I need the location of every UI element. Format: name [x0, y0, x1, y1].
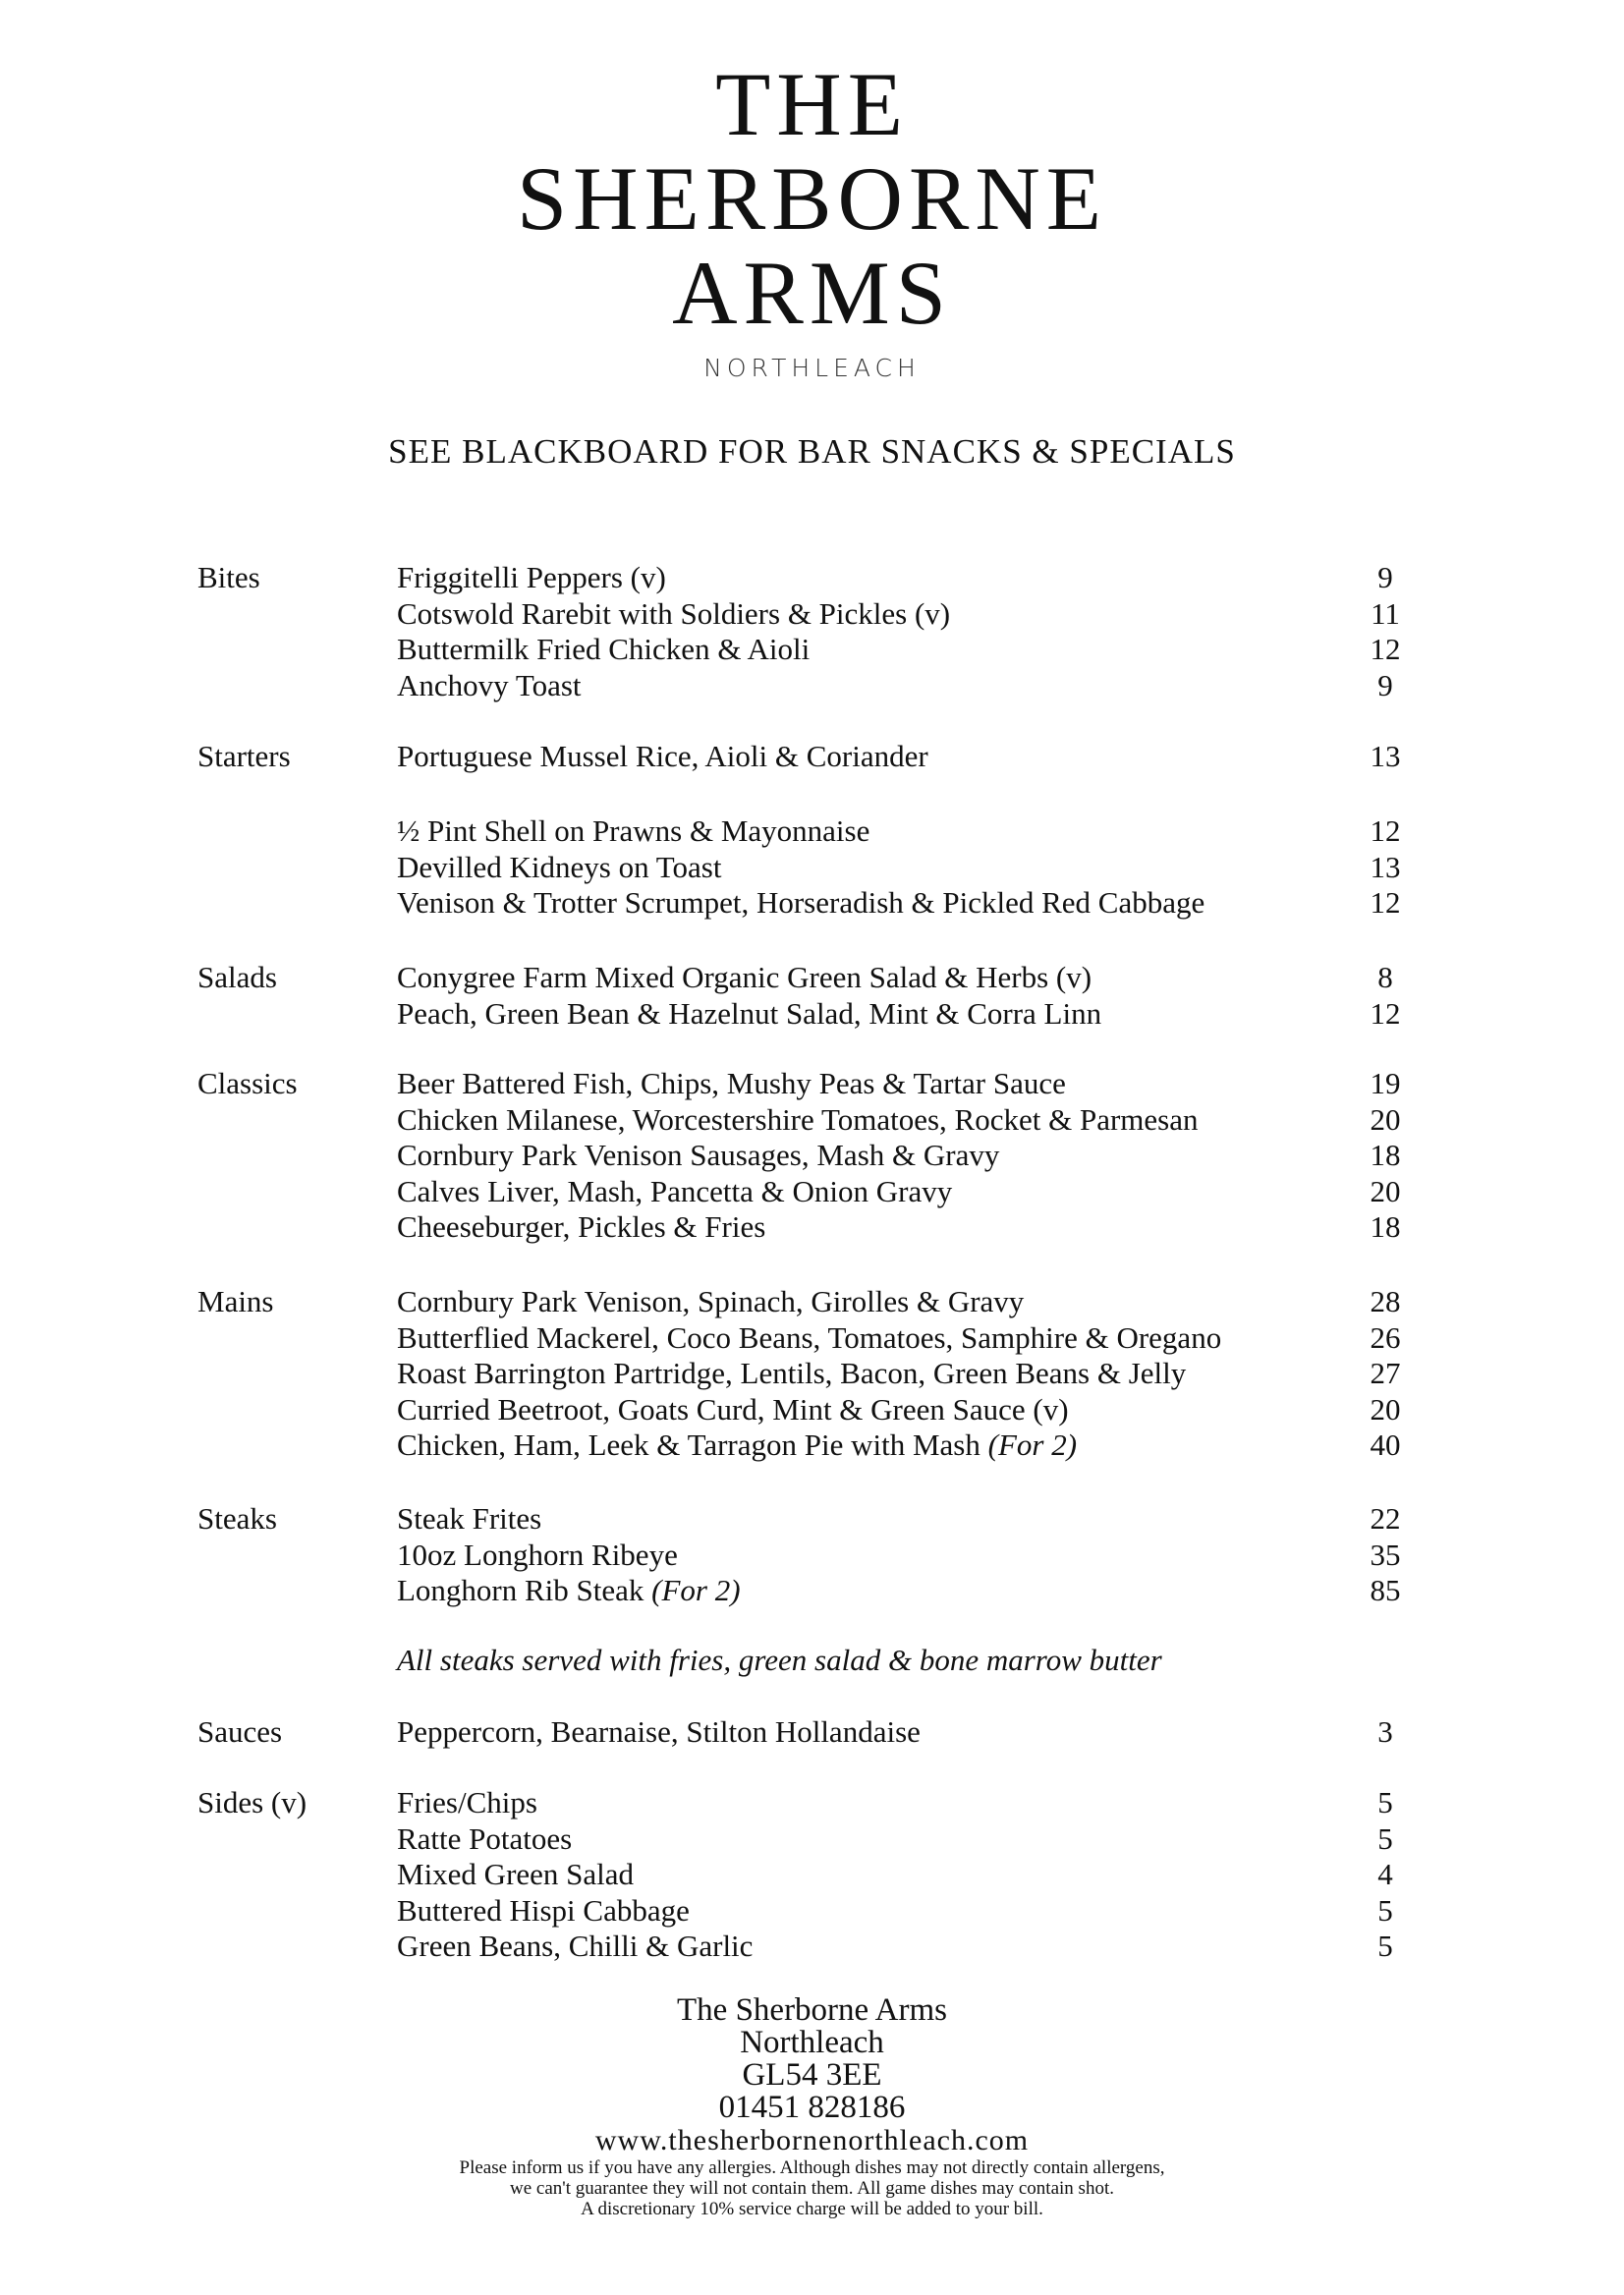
dish-name-text: Green Beans, Chilli & Garlic: [397, 1929, 754, 1963]
dish-name-text: Venison & Trotter Scrumpet, Horseradish & Pickled Red Cabbage: [397, 885, 1205, 920]
dish-name-text: ½ Pint Shell on Prawns & Mayonnaise: [397, 813, 870, 848]
dish-name: [397, 1891, 690, 1931]
dish-name: [397, 994, 1101, 1034]
menu-item: [0, 1536, 1624, 1575]
menu-category: Sauces: [197, 1714, 283, 1749]
menu-item: [0, 1712, 1624, 1752]
dish-name: [397, 812, 869, 851]
dish-name: [397, 737, 928, 776]
menu-item: [0, 1100, 1624, 1140]
dish-price: 20: [1370, 1173, 1401, 1208]
dish-price: 26: [1370, 1319, 1401, 1355]
menu-category: Starters: [197, 739, 291, 773]
dish-price: 40: [1370, 1427, 1401, 1462]
dish-name: [397, 1172, 952, 1211]
dish-name: [397, 883, 1204, 923]
dish-name-text: Peach, Green Bean & Hazelnut Salad, Mint & Corra Linn: [397, 995, 1102, 1031]
footer: [0, 1994, 1624, 2219]
dish-name-text: Portuguese Mussel Rice, Aioli & Coriander: [397, 739, 928, 773]
dish-name: [397, 666, 582, 705]
dish-price: 9: [1377, 560, 1393, 594]
brand-line-3: ARMS: [672, 243, 952, 343]
menu-category: Bites: [197, 560, 260, 594]
dish-price: 28: [1370, 1284, 1401, 1318]
dish-price: 18: [1370, 1209, 1401, 1244]
dish-name: [397, 1318, 1221, 1358]
dish-name: [397, 1136, 999, 1175]
allergy-notice-1: Please inform us if you have any allergies. Although dishes may not directly contain allergens,: [459, 2157, 1165, 2178]
dish-name: [397, 558, 666, 597]
footer-website[interactable]: www.thesherbornenorthleach.com: [594, 2124, 1030, 2156]
blackboard-notice: SEE BLACKBOARD FOR BAR SNACKS & SPECIALS: [388, 432, 1236, 471]
dish-price: 3: [1377, 1714, 1393, 1749]
menu-item: [0, 1641, 1624, 1680]
dish-name-text: Conygree Farm Mixed Organic Green Salad & Herbs (v): [397, 960, 1092, 994]
dish-price: 5: [1377, 1785, 1393, 1819]
menu-item: [0, 558, 1624, 597]
dish-price: 12: [1370, 885, 1401, 920]
dish-price: 12: [1370, 995, 1401, 1031]
dish-name-text: Anchovy Toast: [397, 667, 582, 702]
footer-phone: 01451 828186: [718, 2090, 906, 2125]
dish-name: [397, 1819, 572, 1859]
footer-address-2: Northleach: [740, 2025, 884, 2060]
menu-item: [0, 958, 1624, 997]
menu-item: [0, 1282, 1624, 1321]
dish-name: [397, 958, 1092, 997]
dish-name-text: Steak Frites: [397, 1501, 542, 1536]
dish-name-text: Beer Battered Fish, Chips, Mushy Peas & Tartar Sauce: [397, 1066, 1066, 1100]
dish-price: 85: [1370, 1573, 1401, 1607]
dish-name: [397, 594, 950, 634]
service-charge-notice: A discretionary 10% service charge will be added to your bill.: [581, 2199, 1043, 2219]
dish-name: [397, 1536, 678, 1575]
dish-price: 11: [1371, 595, 1400, 631]
dish-name-text: Mixed Green Salad: [397, 1857, 635, 1891]
dish-name: [397, 1927, 753, 1966]
dish-name: [397, 1426, 1077, 1465]
dish-name-text: Fries/Chips: [397, 1785, 537, 1819]
dish-name: [397, 1783, 537, 1822]
allergy-notice-2: we can't guarantee they will not contain them. All game dishes may contain shot.: [510, 2178, 1114, 2199]
steak-serving-note: [397, 1641, 1162, 1680]
menu-item: [0, 1318, 1624, 1358]
dish-price: 27: [1370, 1356, 1401, 1390]
menu-item: [0, 666, 1624, 705]
brand-line-2: SHERBORNE: [517, 148, 1107, 249]
dish-portion-note: (For 2): [987, 1427, 1078, 1462]
menu-item: [0, 812, 1624, 851]
menu-item: [0, 1207, 1624, 1247]
menu-item: [0, 848, 1624, 887]
menu-item: [0, 1390, 1624, 1429]
dish-price: 13: [1370, 739, 1401, 773]
dish-name: [397, 1207, 765, 1247]
menu-category: Steaks: [197, 1501, 277, 1536]
menu-item: [0, 1855, 1624, 1894]
dish-name-text: Cheeseburger, Pickles & Fries: [397, 1209, 766, 1244]
dish-name: [397, 1064, 1066, 1103]
dish-price: 4: [1377, 1857, 1393, 1891]
brand-line-1: THE: [715, 54, 909, 154]
dish-name: [397, 848, 721, 887]
dish-name-text: Cotswold Rarebit with Soldiers & Pickles (v): [397, 595, 951, 631]
dish-name: [397, 1282, 1024, 1321]
menu-item: [0, 1172, 1624, 1211]
dish-name: [397, 1571, 741, 1610]
dish-price: 13: [1370, 849, 1401, 884]
menu-item: [0, 594, 1624, 634]
dish-name: [397, 1100, 1198, 1140]
dish-name-text: Butterflied Mackerel, Coco Beans, Tomatoes, Samphire & Oregano: [397, 1319, 1222, 1355]
dish-portion-note: (For 2): [651, 1573, 741, 1607]
dish-name-text: All steaks served with fries, green salad & bone marrow butter: [397, 1643, 1162, 1677]
footer-postcode: GL54 3EE: [742, 2057, 882, 2093]
dish-name-text: Buttermilk Fried Chicken & Aioli: [397, 632, 811, 666]
dish-name-text: Peppercorn, Bearnaise, Stilton Hollandaise: [397, 1714, 921, 1749]
dish-price: 20: [1370, 1391, 1401, 1427]
dish-name: [397, 1855, 634, 1894]
dish-price: 9: [1377, 667, 1393, 702]
dish-name-text: Chicken Milanese, Worcestershire Tomatoes, Rocket & Parmesan: [397, 1101, 1199, 1137]
dish-name-text: 10oz Longhorn Ribeye: [397, 1537, 678, 1572]
dish-name-text: Friggitelli Peppers (v): [397, 560, 666, 594]
dish-name-text: Chicken, Ham, Leek & Tarragon Pie with Mash: [397, 1427, 980, 1462]
dish-price: 22: [1370, 1501, 1401, 1536]
menu-item: [0, 737, 1624, 776]
dish-price: 8: [1377, 960, 1393, 994]
footer-address-1: The Sherborne Arms: [677, 1992, 947, 2028]
menu-item: [0, 1426, 1624, 1465]
menu-category: Salads: [197, 960, 277, 994]
menu-item: [0, 1571, 1624, 1610]
location-label: NORTHLEACH: [703, 354, 921, 382]
dish-name-text: Calves Liver, Mash, Pancetta & Onion Gravy: [397, 1173, 953, 1208]
dish-name-text: Buttered Hispi Cabbage: [397, 1892, 690, 1928]
dish-price: 5: [1377, 1929, 1393, 1963]
dish-price: 12: [1370, 632, 1401, 666]
dish-price: 35: [1370, 1537, 1401, 1572]
dish-name: [397, 1390, 1069, 1429]
dish-name-text: Cornbury Park Venison Sausages, Mash & Gravy: [397, 1138, 1000, 1172]
dish-name: [397, 1712, 921, 1752]
menu-item: [0, 1499, 1624, 1539]
menu-category: Sides (v): [197, 1785, 308, 1819]
menu-item: [0, 1064, 1624, 1103]
menu-item: [0, 1819, 1624, 1859]
menu-item: [0, 1927, 1624, 1966]
dish-name: [397, 1354, 1186, 1393]
menu-item: [0, 1783, 1624, 1822]
dish-name: [397, 1499, 541, 1539]
menu-item: [0, 883, 1624, 923]
dish-price: 5: [1377, 1820, 1393, 1856]
dish-price: 20: [1370, 1101, 1401, 1137]
menu-item: [0, 1891, 1624, 1931]
menu-category: Classics: [197, 1066, 298, 1100]
dish-name-text: Devilled Kidneys on Toast: [397, 849, 722, 884]
dish-name-text: Curried Beetroot, Goats Curd, Mint & Green Sauce (v): [397, 1391, 1069, 1427]
dish-price: 5: [1377, 1892, 1393, 1928]
menu-item: [0, 1354, 1624, 1393]
dish-name: [397, 630, 810, 669]
dish-name-text: Longhorn Rib Steak: [397, 1573, 644, 1607]
dish-name-text: Cornbury Park Venison, Spinach, Girolles & Gravy: [397, 1284, 1025, 1318]
dish-name-text: Ratte Potatoes: [397, 1820, 573, 1856]
dish-price: 12: [1370, 813, 1401, 848]
dish-price: 19: [1370, 1066, 1401, 1100]
menu-category: Mains: [197, 1284, 274, 1318]
menu-item: [0, 630, 1624, 669]
menu-item: [0, 1136, 1624, 1175]
menu-item: [0, 994, 1624, 1034]
dish-name-text: Roast Barrington Partridge, Lentils, Bacon, Green Beans & Jelly: [397, 1356, 1187, 1390]
dish-price: 18: [1370, 1138, 1401, 1172]
